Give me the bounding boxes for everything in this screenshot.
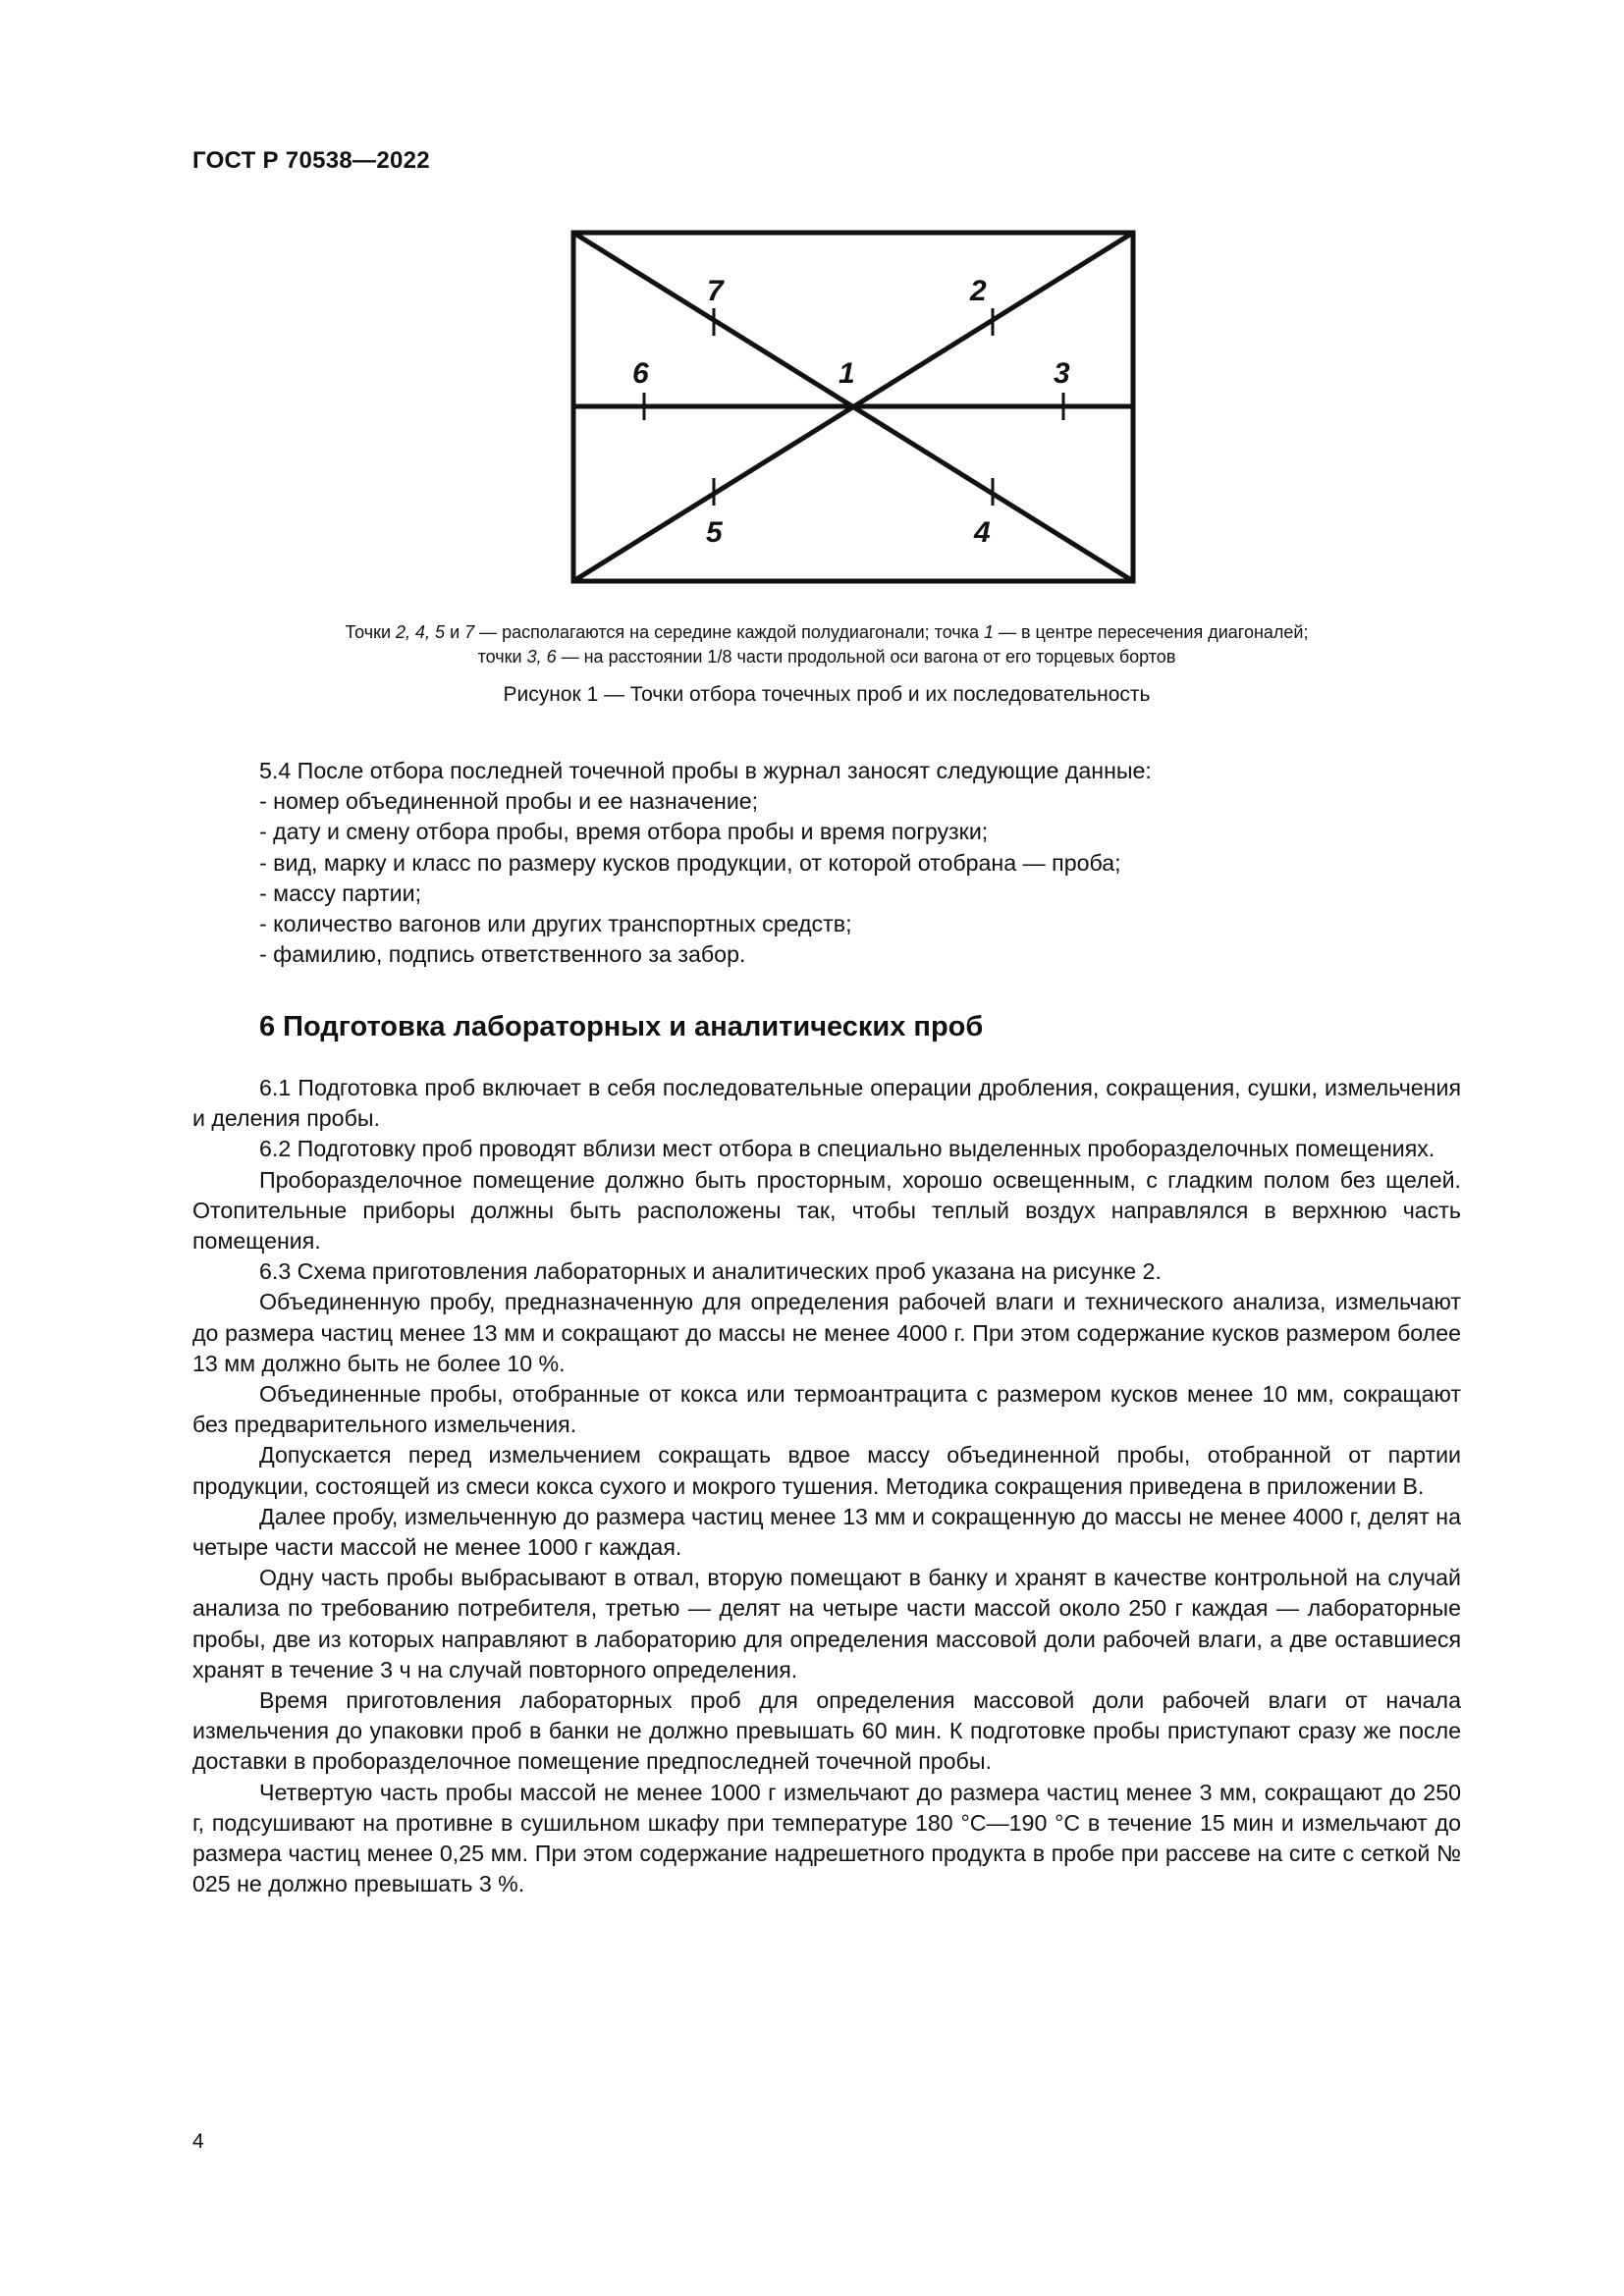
paragraph: 6.3 Схема приготовления лабораторных и аналитических проб указана на рисунке 2.	[259, 1258, 1162, 1285]
figure-title: Рисунок 1 — Точки отбора точечных проб и их последовательность	[503, 683, 1151, 706]
journal-data-list	[192, 786, 1461, 970]
paragraph: Допускается перед измельчением сокращать вдвое массу объединенной пробы, отобранной от партии продукции, состоящей из смеси кокса сухого и мокрого тушения. Методика сокращения приведена в приложении В.	[192, 1442, 1461, 1499]
paragraph: 6.1 Подготовка проб включает в себя последовательные операции дробления, сокращения, сушки, измельчения и деления пробы.	[192, 1075, 1461, 1132]
point-label-3: 3	[1054, 357, 1070, 390]
paragraph: Объединенные пробы, отобранные от кокса или термоантрацита с размером кусков менее 10 мм, сокращают без предварительного измельчения.	[192, 1381, 1461, 1438]
section-5-4	[192, 756, 1461, 970]
list-item: - фамилию, подпись ответственного за забор.	[259, 941, 746, 968]
paragraph: 6.2 Подготовку проб проводят вблизи мест отбора в специально выделенных проборазделочных помещениях.	[259, 1136, 1435, 1162]
paragraph: Объединенную пробу, предназначенную для определения рабочей влаги и технического анализа, измельчают до размера частиц менее 13 мм и сокращают до массы не менее 4000 г. При этом содержание кусков размером более 13 мм должно быть не более 10 %.	[192, 1289, 1461, 1376]
document-header: ГОСТ Р 70538—2022	[192, 147, 430, 174]
figure-note-line-2: точки 3, 6 — на расстоянии 1/8 части продольной оси вагона от его торцевых бортов	[477, 647, 1176, 667]
list-item: - дату и смену отбора пробы, время отбора пробы и время погрузки;	[259, 819, 989, 845]
figure-note-line-1: Точки 2, 4, 5 и 7 — располагаются на середине каждой полудиагонали; точка 1 — в центре пересечения диагоналей;	[345, 622, 1309, 642]
wagon-diagram	[560, 224, 1149, 597]
figure-notes	[192, 620, 1461, 669]
point-label-2: 2	[970, 275, 987, 307]
list-item: - массу партии;	[259, 880, 422, 906]
point-label-4: 4	[974, 516, 991, 549]
list-item: - количество вагонов или других транспортных средств;	[259, 911, 852, 937]
point-label-5: 5	[706, 516, 723, 549]
section-6-body	[192, 1073, 1461, 1899]
list-item: - номер объединенной пробы и ее назначение;	[259, 788, 759, 815]
paragraph: Далее пробу, измельченную до размера частиц менее 13 мм и сокращенную до массы не менее 4000 г, делят на четыре части массой не менее 1000 г каждая.	[192, 1503, 1461, 1561]
point-label-6: 6	[632, 357, 649, 390]
figure-sampling-points	[560, 224, 1149, 597]
paragraph: Проборазделочное помещение должно быть просторным, хорошо освещенным, с гладким полом без щелей. Отопительные приборы должны быть расположены так, чтобы теплый воздух направлялся в верхнюю часть помещения.	[192, 1166, 1461, 1255]
paragraph: Время приготовления лабораторных проб для определения массовой доли рабочей влаги от начала измельчения до упаковки проб в банки не должно превышать 60 мин. К подготовке пробы приступают сразу же после доставки в проборазделочное помещение предпоследней точечной пробы.	[192, 1687, 1461, 1775]
point-label-7: 7	[707, 275, 724, 307]
paragraph: Одну часть пробы выбрасывают в отвал, вторую помещают в банку и хранят в качестве контрольной на случай анализа по требованию потребителя, третью — делят на четыре части массой около 250 г каждая — лабораторные пробы, две из которых направляют в лабораторию для определения массовой доли рабочей влаги, а две оставшиеся хранят в течение 3 ч на случай повторного определения.	[192, 1565, 1461, 1682]
paragraph: Четвертую часть пробы массой не менее 1000 г измельчают до размера частиц менее 3 мм, сокращают до 250 г, подсушивают на противне в сушильном шкафу при температуре 180 °С—190 °С в течение 15 мин и измельчают до размера частиц менее 0,25 мм. При этом содержание надрешетного продукта в пробе при рассеве на сите с сеткой № 025 не должно превышать 3 %.	[192, 1779, 1461, 1897]
section-6-heading: 6 Подготовка лабораторных и аналитических проб	[259, 1011, 984, 1042]
point-label-1: 1	[839, 357, 855, 390]
page-number: 4	[192, 2130, 204, 2153]
list-item: - вид, марку и класс по размеру кусков продукции, от которой отобрана — проба;	[259, 849, 1121, 876]
clause-5-4: 5.4 После отбора последней точечной пробы в журнал заносят следующие данные:	[259, 758, 1152, 783]
